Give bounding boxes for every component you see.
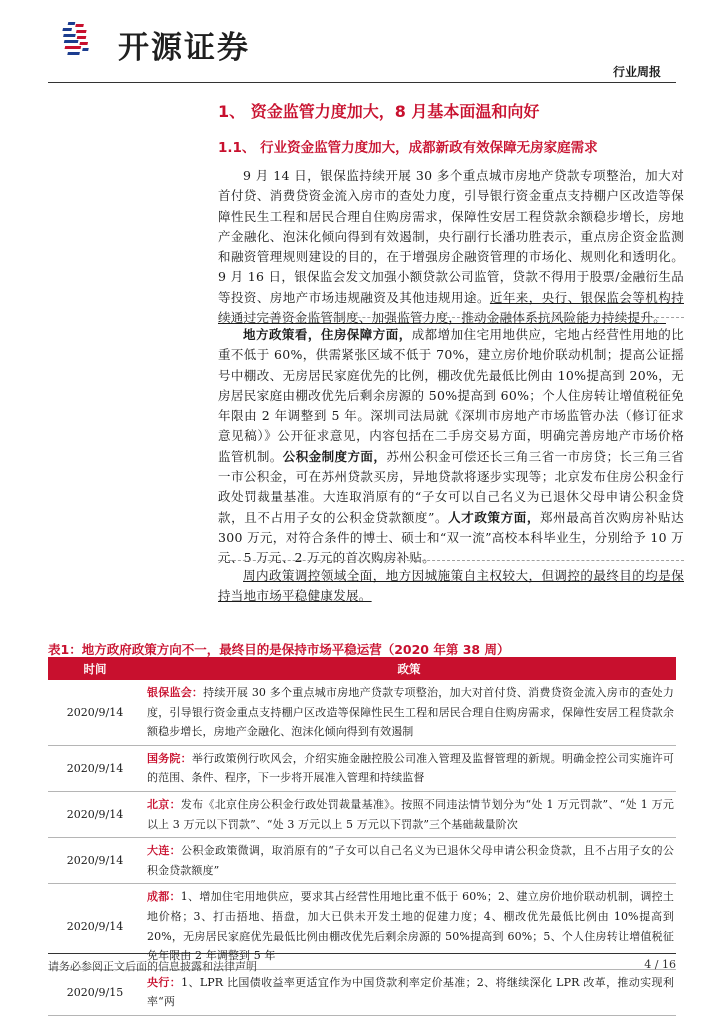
policy-source: 国务院：: [147, 751, 192, 765]
policy-text: 发布《北京住房公积金行政处罚裁量基准》。按照不同违法情节划分为“处 1 万元罚款”、“处 1 万元以上 3 万元以下罚款”、“处 3 万元以上 5 万元以下罚款”三个基础裁量阶次: [147, 797, 674, 831]
row-policy: [142, 838, 676, 884]
policy-text: 公积金政策微调，取消原有的“子女可以自己名义为已退休父母申请公积金贷款，且不占用子女的公积金贷款额度”: [147, 844, 674, 877]
policy-text: 1、LPR 比国债收益率更适宜作为中国贷款利率定价基准；2、将继续深化 LPR 改革，推动实现利率“两: [147, 975, 674, 1009]
table-row: [48, 791, 676, 837]
subsection-heading: 1.1、 行业资金监管力度加大，成都新政有效保障无房家庭需求: [218, 140, 598, 156]
paragraph-underlined-text: 周内政策调控领域全面，地方因城施策自主权较大，但调控的最终目的均是保持当地市场平稳健康发展。: [218, 568, 684, 604]
report-type: 行业周报: [612, 65, 661, 79]
section-heading: 1、 资金监管力度加大，8 月基本面温和向好: [218, 102, 540, 121]
row-date: 2020/9/15: [48, 969, 142, 1015]
policy-text: 举行政策例行吹风会，介绍实施金融控股公司准入管理及监督管理的新规。明确金控公司实施许可的范围、条件、程序，下一步将开展准入管理和持续监督: [147, 751, 675, 785]
row-policy: [142, 884, 676, 969]
policy-source: 银保监会：: [147, 686, 204, 699]
table-row: [48, 680, 676, 745]
lead-provident-fund: 公积金制度方面，: [282, 448, 387, 464]
paragraph-text: 郑州最高首次购房补贴达 300 万元，对符合条件的博士、硕士和“双一流”高校本科毕业生，分别给予 10 万元、5 万元、2 万元的首次购房补贴。: [218, 509, 684, 566]
policy-text: 1、增加住宅用地供应，要求其占经营性用地比重不低于 60%；2、建立房价地价联动机制，调控土地价格；3、打击捂地、捂盘，加大已供未开发土地的促建力度；4、棚改优先最低比例由 10%提高到 20%，无房居民家庭优先最低比例由棚改优先后剩余房源的 50%提高到 60%；5、个人住房转让增值税征免年限由 2 年调整到 5 年: [147, 890, 674, 963]
column-header-time: 时间: [48, 657, 142, 680]
row-policy: [142, 969, 676, 1015]
policy-source: 大连：: [147, 844, 181, 858]
column-header-policy: 政策: [142, 657, 676, 680]
row-date: 2020/9/14: [48, 745, 142, 791]
row-policy: [142, 680, 676, 745]
paragraph-text: 9 月 14 日，银保监持续开展 30 多个重点城市房地产贷款专项整治，加大对首付贷、消费贷资金流入房市的查处力度，引导银行资金重点支持棚户区改造等保障性民生工程和居民合理自住购房需求，保障性安居工程贷款余额稳步增长，房地产金融化、泡沫化倾向得到有效遏制，央行副行长潘功胜表示，重点房企资金监测和融资管理规则建设的目的，在于增强房企融资管理的市场化、规则化和透明化。9 月 16 日，银保监会发文加强小额贷款公司监管，贷款不得用于股票/金融衍生品等投资、房地产市场违规融资及其他违规用途。: [218, 168, 684, 305]
table-caption: 表1：地方政府政策方向不一，最终目的是保持市场平稳运营（2020 年第 38 周）: [48, 642, 510, 657]
footer-disclaimer: 请务必参阅正文后面的信息披露和法律声明: [48, 960, 257, 973]
table-row: [48, 745, 676, 791]
row-date: 2020/9/14: [48, 680, 142, 745]
company-name: 开源证券: [118, 30, 250, 66]
lead-talent-policy: 人才政策方面，: [448, 509, 540, 525]
paragraph-underlined-text: 近年来，央行、银保监会等机构持续通过完善资金监管制度、加强监管力度，推动金融体系抗风险能力持续提升。: [218, 289, 684, 326]
paragraph-text: 苏州公积金可偿还长三角三省一市房贷；长三角三省一市公积金，可在苏州贷款买房，异地贷款将逐步实现等；北京发布住房公积金行政处罚裁量基准。大连取消原有的“子女可以自己名义为已退休父母申请公积金贷款，且不占用子女的公积金贷款额度”。: [218, 448, 684, 525]
row-policy: [142, 745, 676, 791]
policy-source: 成都：: [147, 890, 181, 904]
table-header-row: [48, 657, 676, 680]
lead-housing-security: 地方政策看，住房保障方面，: [243, 327, 412, 342]
table-row: [48, 884, 676, 969]
policy-source: 央行：: [147, 975, 182, 989]
policy-source: 北京：: [147, 797, 181, 811]
paragraph-text: 成都增加住宅用地供应，宅地占经营性用地的比重不低于 60%，供需紧张区域不低于 70%，建立房价地价联动机制；提高公证摇号中棚改、无房居民家庭优先的比例，棚改优先最低比例由 10%提高到 20%，无房居民家庭由棚改优先后剩余房源的 50%提高到 60%；个人住房转让增值税征免年限由 2 年调整到 5 年。深圳司法局就《深圳市房地产市场监管办法（修订征求意见稿）》公开征求意见，内容包括在二手房交易方面，明确完善房地产市场价格监管机制。: [218, 327, 684, 464]
row-policy: [142, 791, 676, 837]
table-row: [48, 969, 676, 1015]
table-row: [48, 838, 676, 884]
policy-text: 持续开展 30 多个重点城市房地产贷款专项整治，加大对首付贷、消费贷资金流入房市的查处力度，引导银行资金重点支持棚户区改造等保障性民生工程和居民合理自住购房需求，保障性安居工程贷款余额稳步增长，房地产金融化、泡沫化倾向得到有效遏制: [147, 686, 675, 739]
page-number: 4 / 16: [644, 958, 676, 971]
row-date: 2020/9/14: [48, 838, 142, 884]
row-date: 2020/9/14: [48, 791, 142, 837]
row-date: 2020/9/14: [48, 884, 142, 969]
footer-divider: [48, 953, 676, 954]
